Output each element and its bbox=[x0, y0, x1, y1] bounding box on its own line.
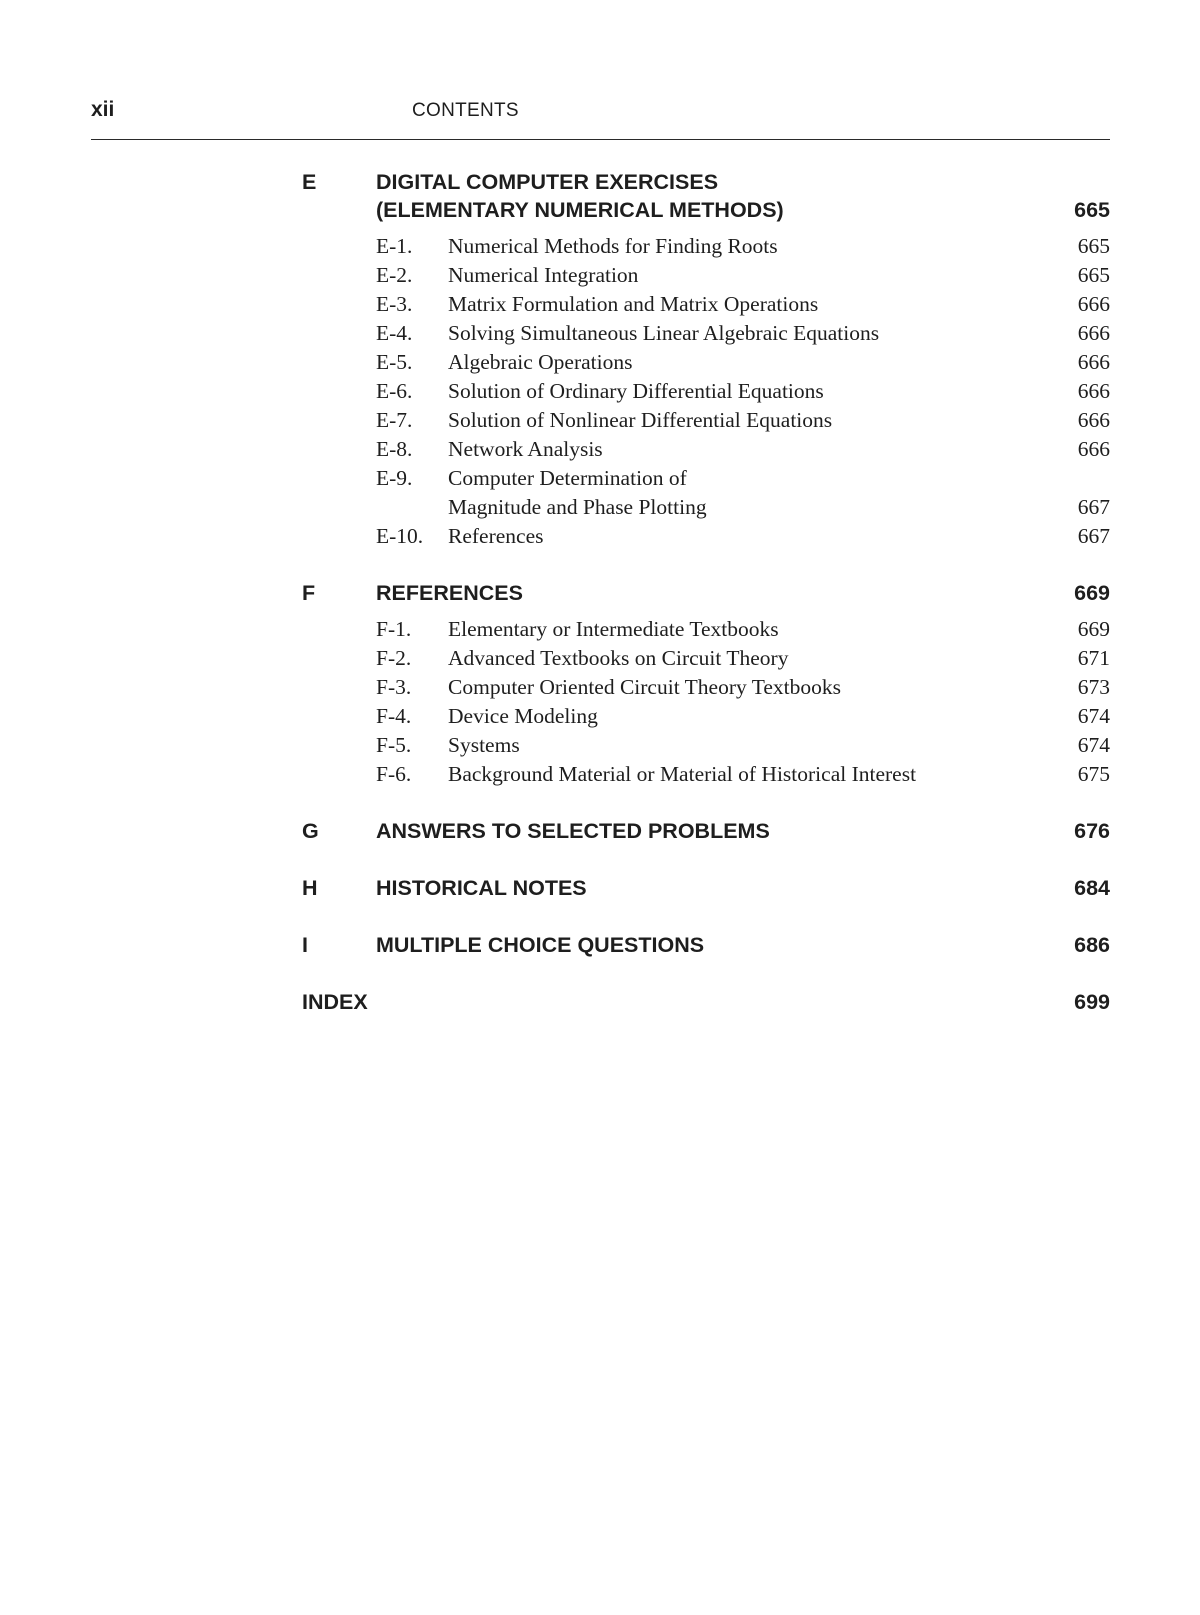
section-letter: I bbox=[302, 933, 308, 957]
index-title: INDEX bbox=[302, 990, 368, 1014]
entry-number: E-5. bbox=[376, 350, 413, 374]
entry-page-number: 666 bbox=[1077, 350, 1110, 374]
entry-title: Algebraic Operations bbox=[448, 350, 633, 374]
entry-page-number: 666 bbox=[1077, 437, 1110, 461]
entry-title: Systems bbox=[448, 733, 520, 757]
entry-number: F-3. bbox=[376, 675, 412, 699]
entry-page-number: 666 bbox=[1077, 292, 1110, 316]
running-head: CONTENTS bbox=[412, 100, 519, 121]
entry-page-number: 667 bbox=[1077, 495, 1110, 519]
section-page-number: 684 bbox=[1074, 876, 1110, 900]
entry-title: Advanced Textbooks on Circuit Theory bbox=[448, 646, 789, 670]
entry-title: Computer Determination of bbox=[448, 466, 687, 490]
entry-number: F-2. bbox=[376, 646, 412, 670]
entry-title: Matrix Formulation and Matrix Operations bbox=[448, 292, 819, 316]
entry-number: E-6. bbox=[376, 379, 413, 403]
entry-page-number: 674 bbox=[1077, 733, 1110, 757]
entry-number: E-4. bbox=[376, 321, 413, 345]
entry-title: Solving Simultaneous Linear Algebraic Equations bbox=[448, 321, 880, 345]
entry-number: E-9. bbox=[376, 466, 413, 490]
entry-page-number: 665 bbox=[1077, 234, 1110, 258]
entry-number: F-1. bbox=[376, 617, 412, 641]
entry-page-number: 673 bbox=[1077, 675, 1110, 699]
entry-page-number: 666 bbox=[1077, 408, 1110, 432]
entry-number: E-10. bbox=[376, 524, 424, 548]
entry-page-number: 671 bbox=[1077, 646, 1110, 670]
section-title: REFERENCES bbox=[376, 581, 523, 605]
entry-number: F-4. bbox=[376, 704, 412, 728]
entry-number: E-3. bbox=[376, 292, 413, 316]
entry-page-number: 665 bbox=[1077, 263, 1110, 287]
section-title: DIGITAL COMPUTER EXERCISES bbox=[376, 170, 719, 194]
section-title: HISTORICAL NOTES bbox=[376, 876, 587, 900]
entry-title: Solution of Ordinary Differential Equations bbox=[448, 379, 824, 403]
entry-title: Device Modeling bbox=[448, 704, 598, 728]
entry-page-number: 666 bbox=[1077, 321, 1110, 345]
entry-title: Solution of Nonlinear Differential Equations bbox=[448, 408, 833, 432]
section-letter: G bbox=[302, 819, 319, 843]
entry-page-number: 674 bbox=[1077, 704, 1110, 728]
section-letter: H bbox=[302, 876, 318, 900]
entry-page-number: 667 bbox=[1077, 524, 1110, 548]
entry-title: Background Material or Material of Historical Interest bbox=[448, 762, 917, 786]
entry-number: E-2. bbox=[376, 263, 413, 287]
entry-number: E-1. bbox=[376, 234, 413, 258]
entry-page-number: 666 bbox=[1077, 379, 1110, 403]
section-page-number: 676 bbox=[1074, 819, 1110, 843]
section-title: (ELEMENTARY NUMERICAL METHODS) bbox=[376, 198, 784, 222]
index-page-number: 699 bbox=[1074, 990, 1110, 1014]
entry-title: Elementary or Intermediate Textbooks bbox=[448, 617, 779, 641]
section-letter: E bbox=[302, 170, 317, 194]
section-page-number: 669 bbox=[1074, 581, 1110, 605]
entry-title: References bbox=[448, 524, 544, 548]
section-title: MULTIPLE CHOICE QUESTIONS bbox=[376, 933, 705, 957]
entry-number: F-6. bbox=[376, 762, 412, 786]
entry-title: Numerical Integration bbox=[448, 263, 639, 287]
section-title: ANSWERS TO SELECTED PROBLEMS bbox=[376, 819, 770, 843]
entry-title: Numerical Methods for Finding Roots bbox=[448, 234, 778, 258]
entry-page-number: 669 bbox=[1077, 617, 1110, 641]
entry-page-number: 675 bbox=[1077, 762, 1110, 786]
entry-number: E-7. bbox=[376, 408, 413, 432]
entry-number: F-5. bbox=[376, 733, 412, 757]
section-page-number: 686 bbox=[1074, 933, 1110, 957]
section-page-number: 665 bbox=[1074, 198, 1110, 222]
entry-number: E-8. bbox=[376, 437, 413, 461]
section-letter: F bbox=[302, 581, 316, 605]
page-number: xii bbox=[91, 98, 115, 121]
entry-title: Computer Oriented Circuit Theory Textbooks bbox=[448, 675, 841, 699]
entry-title: Network Analysis bbox=[448, 437, 603, 461]
entry-title: Magnitude and Phase Plotting bbox=[448, 495, 707, 519]
